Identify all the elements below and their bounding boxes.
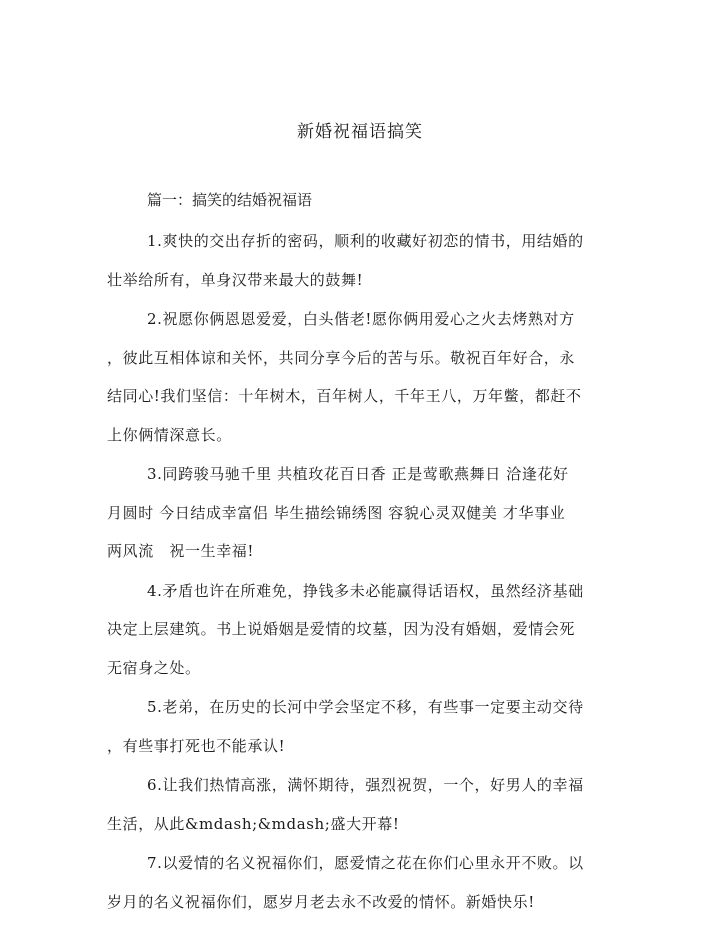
paragraph-line: ，有些事打死也不能承认! <box>107 736 286 755</box>
paragraph-line: 结同心!我们坚信：十年树木，百年树人，千年王八，万年鳖，都赶不 <box>107 387 582 405</box>
paragraph-line: ，彼此互相体谅和关怀，共同分享今后的苦与乐。敬祝百年好合，永 <box>107 348 576 367</box>
paragraph-line: 5.老弟，在历史的长河中学会坚定不移，有些事一定要主动交待 <box>147 698 584 716</box>
paragraph-line: 4.矛盾也许在所难免，挣钱多未必能赢得话语权，虽然经济基础 <box>147 581 584 600</box>
paragraph-line: 7.以爱情的名义祝福你们，愿爱情之花在你们心里永开不败。以 <box>147 854 584 872</box>
paragraph-line: 1.爽快的交出存折的密码，顺利的收藏好初恋的情书，用结婚的 <box>147 232 584 250</box>
paragraph-2 <box>107 300 613 454</box>
section-heading: 篇一：搞笑的结婚祝福语 <box>147 191 313 209</box>
paragraph-line: 壮举给所有，单身汉带来最大的鼓舞! <box>107 270 364 289</box>
document-title: 新婚祝福语搞笑 <box>297 122 423 142</box>
paragraph-5 <box>107 688 613 765</box>
paragraph-7 <box>107 844 613 921</box>
paragraph-line: 无宿身之处。 <box>107 658 201 677</box>
paragraph-line: 2.祝愿你俩恩恩爱爱，白头偕老!愿你俩用爱心之火去烤熟对方 <box>147 310 575 328</box>
paragraph-3 <box>107 455 613 571</box>
paragraph-line: 岁月的名义祝福你们，愿岁月老去永不改爱的情怀。新婚快乐! <box>107 892 535 911</box>
paragraph-list <box>107 222 613 922</box>
paragraph-line: 6.让我们热情高涨，满怀期待，强烈祝贺，一个，好男人的幸福 <box>147 776 584 794</box>
paragraph-line: 决定上层建筑。书上说婚姻是爱情的坟墓，因为没有婚姻，爱情会死 <box>107 620 576 638</box>
paragraph-line: 上你俩情深意长。 <box>107 425 232 444</box>
paragraph-line: 月圆时 今日结成幸富侣 毕生描绘锦绣图 容貌心灵双健美 才华事业 <box>107 503 566 522</box>
paragraph-4 <box>107 572 613 688</box>
paragraph-1 <box>107 222 613 299</box>
paragraph-line: 3.同跨骏马驰千里 共植玫花百日香 正是莺歌燕舞日 洽逢花好 <box>147 465 569 483</box>
paragraph-line: 生活，从此&mdash;&mdash;盛大开幕! <box>107 814 400 833</box>
paragraph-6 <box>107 766 613 843</box>
paragraph-line: 两风流 祝一生幸福! <box>107 542 255 560</box>
